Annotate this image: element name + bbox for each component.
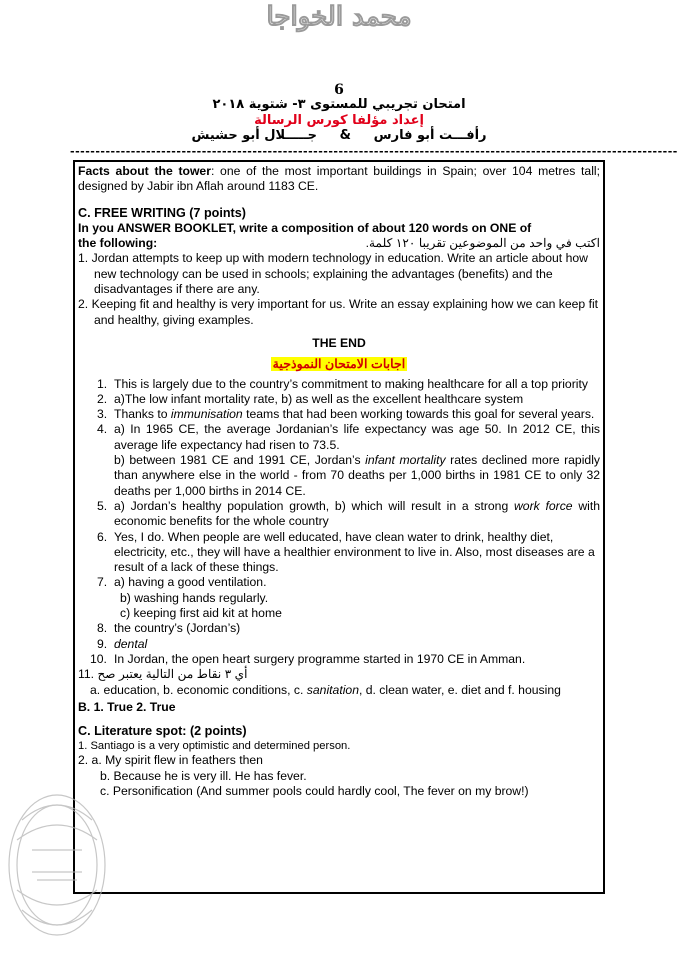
answer-3 [78, 407, 600, 422]
answer-text: This is largely due to the country’s commitment to making healthcare for all a top priority [114, 376, 588, 391]
literature-answer-1: 1. Santiago is a very optimistic and determined person. [78, 740, 351, 753]
exam-authors [0, 128, 678, 143]
facts-text: : one of the most important buildings in Spain; over 104 metres tall; designed by Jabir ibn Aflah around 1183 CE. [78, 164, 600, 194]
answer-text: a) Jordan’s healthy population growth, b) which will result in a strong [114, 498, 514, 513]
exam-title: امتحان تجريبي للمستوى ٣- شتوية ٢٠١٨ [212, 97, 466, 112]
facts-paragraph [78, 164, 600, 195]
writing-topic-2 [78, 297, 600, 328]
answer-number: 10. [90, 651, 107, 666]
answer-text: a) having a good ventilation. [114, 575, 267, 590]
answer-2 [78, 392, 600, 407]
answer-number: 2. [97, 391, 108, 406]
answer-italic: immunisation [170, 407, 243, 422]
answer-5 [78, 499, 600, 530]
literature-answer-2c: c. Personification (And summer pools could hardly cool, The fever on my brow!) [100, 783, 529, 798]
instruction-arabic: اكتب في واحد من الموضوعين تقريبا ١٢٠ كلمة. [365, 236, 600, 251]
answer-italic: dental [114, 636, 148, 651]
answer-number: 11. [78, 667, 95, 682]
literature-answer-2b: b. Because he is very ill. He has fever. [100, 768, 307, 783]
literature-heading: C. Literature spot: (2 points) [78, 724, 247, 739]
answer-number: 8. [97, 621, 108, 636]
topic-text: Jordan attempts to keep up with modern technology in education. Write an article about how new technology can be used in schools; explaining the advantages (benefits) and the disadvantages if there are any. [91, 251, 588, 297]
ampersand: & [339, 128, 351, 143]
answer-number: 6. [97, 529, 108, 544]
answer-6 [78, 530, 600, 576]
answer-text: a. education, b. economic conditions, c. [90, 682, 307, 697]
answer-number: 9. [97, 636, 108, 651]
topic-number: 1. [78, 251, 89, 266]
answer-11 [78, 683, 600, 698]
answer-number: 3. [97, 407, 108, 422]
answer-4 [78, 422, 600, 453]
answer-text: , d. clean water, e. diet and f. housing [358, 682, 561, 697]
section-b-answers: B. 1. True 2. True [78, 699, 176, 714]
answer-number: 4. [97, 422, 108, 437]
answer-italic: infant mortality [365, 453, 446, 468]
answers-title [78, 357, 600, 372]
answer-text: Thanks to [114, 407, 171, 422]
watermark-name: محمد الخواجا [266, 2, 412, 32]
instruction-following: the following: [78, 236, 158, 251]
answer-arabic: أي ٣ نقاط من التالية يعتبر صح [97, 667, 248, 682]
answer-text: rates declined more rapidly than anywhere else in the world - from 70 deaths per 1,000 births in 1981 CE to only 32 deaths per 1,000 births in 2014 CE. [114, 453, 601, 498]
answer-number: 5. [97, 498, 108, 513]
dashed-divider: ------------------------------------------------------------------------------------------------------------------------ [70, 145, 678, 158]
answer-italic: sanitation [306, 682, 359, 697]
answer-11-label [78, 667, 600, 682]
answer-7b: b) washing hands regularly. [120, 590, 269, 605]
page-content [78, 164, 600, 799]
author-2: جـــــلال أبو حشيش [191, 128, 318, 143]
answer-8 [78, 621, 600, 636]
answer-7c: c) keeping first aid kit at home [120, 606, 282, 621]
free-writing-heading: C. FREE WRITING (7 points) [78, 205, 246, 220]
facts-label: Facts about the tower [78, 164, 211, 178]
answer-text: b) between 1981 CE and 1991 CE, Jordan’s [114, 453, 366, 468]
free-writing-instruction: In you ANSWER BOOKLET, write a composition of about 120 words on ONE of [78, 220, 532, 235]
the-end-label: THE END [312, 335, 366, 350]
answer-number: 7. [97, 575, 108, 590]
answer-4b [78, 453, 600, 499]
exam-subtitle: إعداد مؤلفا كورس الرسالة [254, 113, 424, 128]
topic-text: Keeping fit and healthy is very important for us. Write an essay explaining how we can keep fit and healthy, giving examples. [91, 297, 599, 327]
writing-topic-1 [78, 251, 600, 297]
answer-text: with economic benefits for the whole country [114, 498, 600, 529]
answer-text: the country’s (Jordan’s) [114, 621, 241, 636]
author-1: رأفـــت أبو فارس [373, 128, 487, 143]
answer-number: 1. [97, 376, 108, 391]
answer-text: teams that had been working towards this goal for several years. [242, 407, 595, 422]
answer-italic: work force [514, 498, 573, 513]
page-number: 6 [334, 82, 344, 98]
answer-text: In Jordan, the open heart surgery programme started in 1970 CE in Amman. [114, 651, 526, 666]
literature-answer-2a: 2. a. My spirit flew in feathers then [78, 753, 263, 768]
topic-number: 2. [78, 297, 89, 312]
answer-text: a)The low infant mortality rate, b) as well as the excellent healthcare system [114, 391, 524, 406]
answer-1 [78, 377, 600, 392]
answer-9 [78, 637, 600, 652]
answers-title-text: اجابات الامتحان النموذجية [272, 357, 406, 372]
answer-text: a) In 1965 CE, the average Jordanian’s life expectancy was age 50. In 2012 CE, this average life expectancy had risen to 73.5. [114, 422, 600, 452]
library-seal-watermark [2, 780, 112, 960]
free-writing-instruction-row [78, 236, 600, 251]
answer-10 [78, 652, 600, 667]
answer-7 [78, 575, 600, 590]
answer-text: Yes, I do. When people are well educated, have clean water to drink, healthy diet, electricity, etc., they will have a healthier environment to live in. Also, most diseases are a result of a lack of these things. [114, 529, 595, 575]
